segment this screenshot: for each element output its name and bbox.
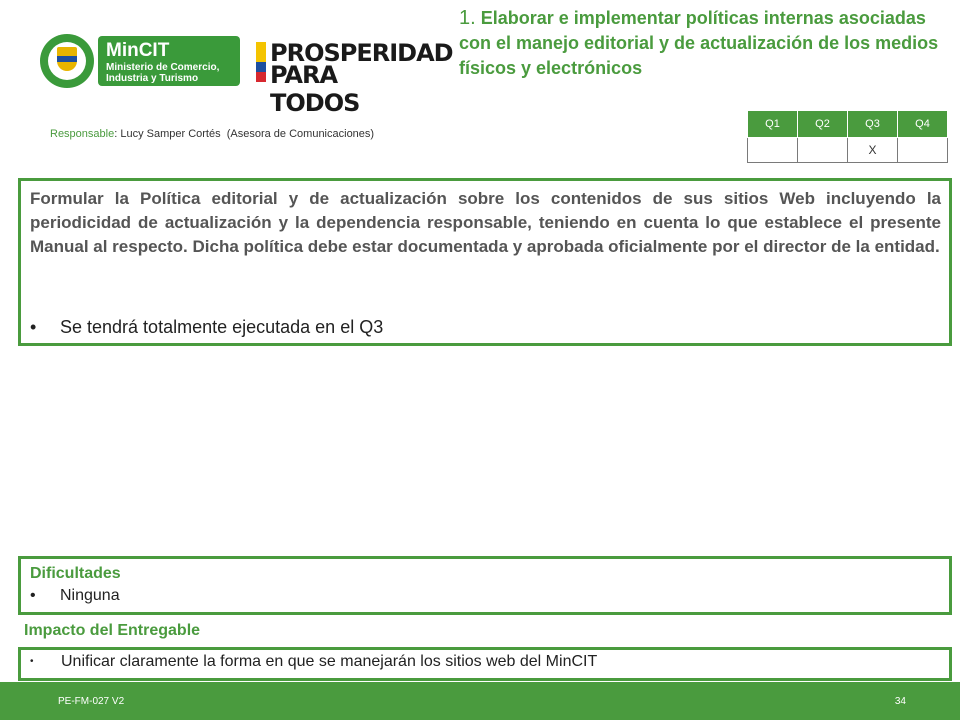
prosperidad-logo (256, 39, 453, 117)
mincit-logo-line2: Industria y Turismo (106, 73, 199, 84)
difficulties-box (18, 556, 952, 615)
main-bullet-item (30, 317, 383, 338)
quarter-mark-q4 (898, 138, 948, 163)
difficulties-item (30, 587, 120, 605)
bullet-icon: • (30, 587, 36, 604)
title-number: 1. (459, 7, 476, 29)
bullet-icon: • (30, 317, 37, 337)
colombia-seal-icon (40, 34, 94, 88)
prosperidad-logo-line2: PARA TODOS (270, 61, 360, 117)
main-description-text: Formular la Política editorial y de actualización sobre los contenidos de sus sitios Web incluyendo la periodicidad de actualización y la dependencia responsable, teniendo en cuenta lo que establece el presente Manual al respecto. Dicha política debe estar documentada y aprobada oficialmente por el director de la entidad. (30, 189, 941, 256)
footer-page-number: 34 (894, 696, 906, 707)
bullet-icon: • (30, 656, 34, 668)
quarter-mark-q3: X (848, 138, 898, 163)
impact-item-text: Unificar claramente la forma en que se manejarán los sitios web del MinCIT (61, 653, 598, 670)
prosperidad-logo-line1: PROSPERIDAD (270, 39, 453, 67)
difficulties-title: Dificultades (30, 565, 121, 582)
mincit-logo (40, 34, 240, 88)
title-text: Elaborar e implementar políticas internas asociadas con el manejo editorial y de actualización de los medios físicos y electrónicos (459, 8, 939, 78)
responsible-role: (Asesora de Comunicaciones) (226, 128, 375, 140)
impact-box (18, 647, 952, 681)
main-bullet-text: Se tendrá totalmente ejecutada en el Q3 (60, 317, 384, 337)
footer-bar (0, 682, 960, 720)
page-title (459, 6, 939, 81)
quarter-mark-row (748, 138, 948, 163)
quarter-mark-q1 (748, 138, 798, 163)
responsible-name: Lucy Samper Cortés (120, 128, 221, 140)
mincit-logo-line1: Ministerio de Comercio, (106, 62, 220, 73)
quarter-header-q4: Q4 (898, 111, 948, 138)
main-description-box (18, 178, 952, 346)
quarter-table (747, 110, 948, 163)
impact-item (30, 653, 597, 671)
quarter-mark-q2 (798, 138, 848, 163)
quarter-header-row (748, 111, 948, 138)
mincit-logo-title: MinCIT (106, 40, 170, 61)
responsible-separator: : (114, 128, 118, 140)
difficulties-item-text: Ninguna (60, 587, 120, 604)
quarter-header-q3: Q3 (848, 111, 898, 138)
quarter-header-q2: Q2 (798, 111, 848, 138)
mincit-logo-box (98, 36, 240, 86)
responsible-line (50, 128, 374, 140)
quarter-header-q1: Q1 (748, 111, 798, 138)
footer-document-code: PE-FM-027 V2 (58, 696, 125, 707)
flag-stripes-icon (256, 42, 266, 82)
responsible-label: Responsable (50, 128, 115, 140)
impact-title: Impacto del Entregable (24, 622, 201, 639)
